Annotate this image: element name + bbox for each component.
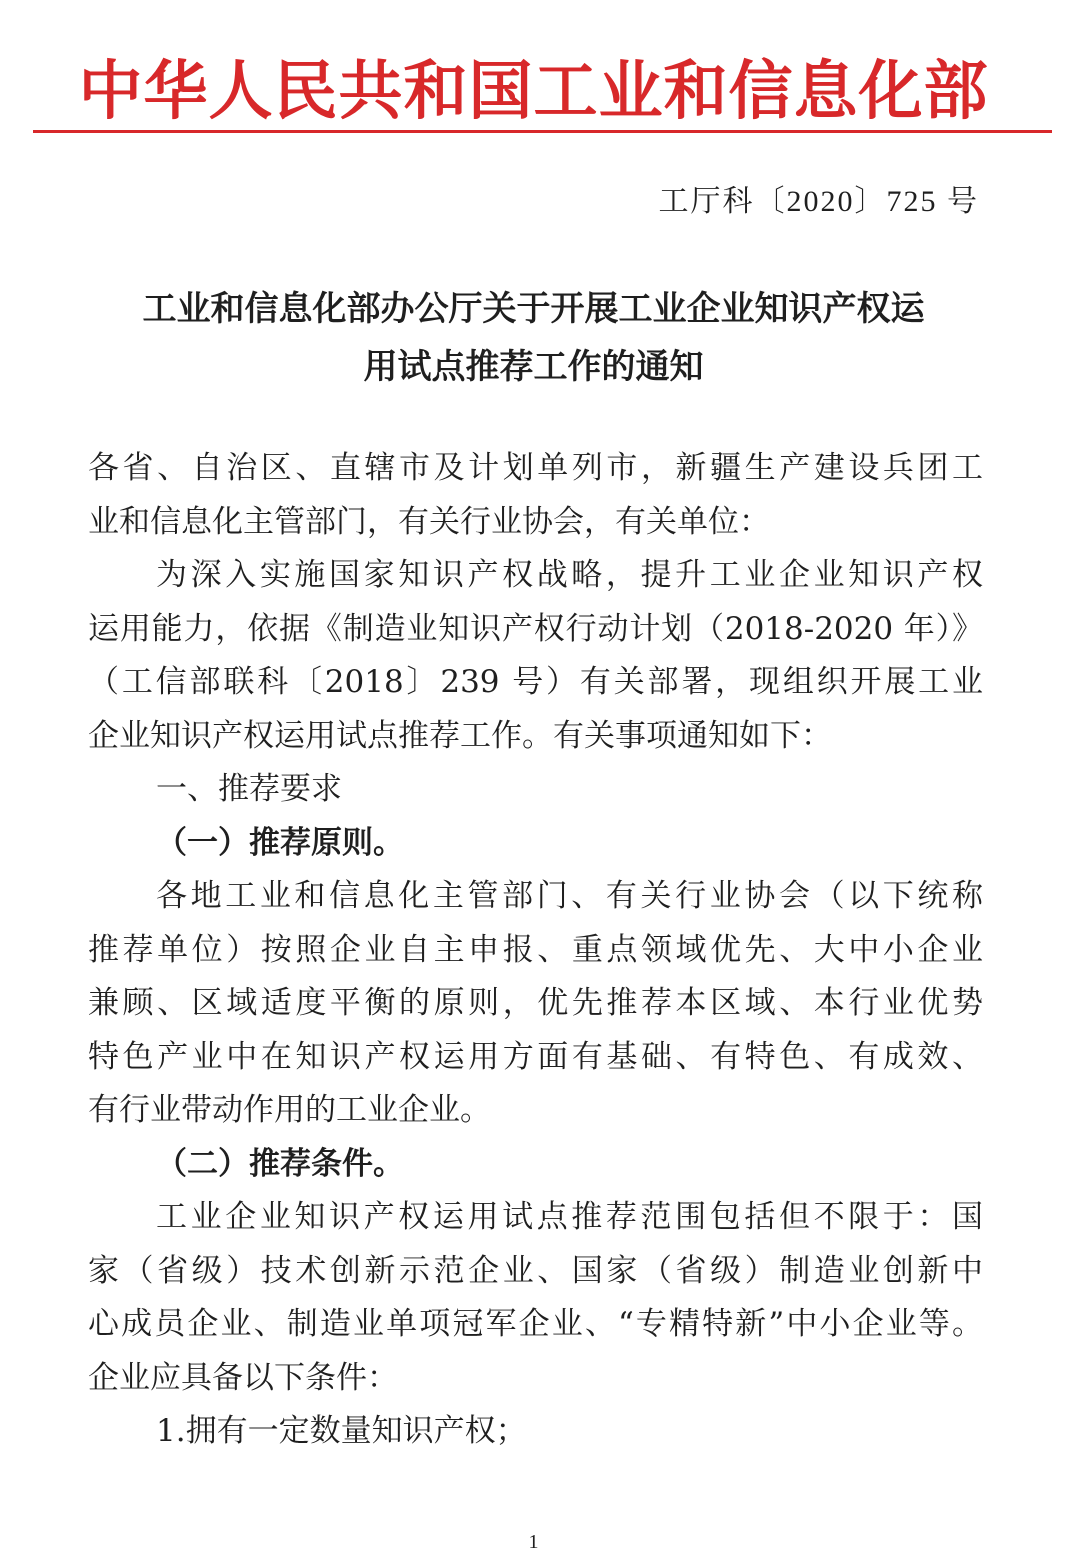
title-line-1: 工业和信息化部办公厅关于开展工业企业知识产权运: [142, 289, 925, 329]
masthead-red-rule: [33, 130, 1052, 133]
intro-line-3: （工信部联科〔2018〕239 号）有关部署，现组织开展工业: [88, 664, 983, 700]
principle-line-5: 有行业带动作用的工业企业。: [88, 1092, 491, 1128]
intro-line-4: 企业知识产权运用试点推荐工作。有关事项通知如下：: [88, 717, 832, 754]
subheading-conditions: （二）推荐条件。: [156, 1145, 404, 1182]
addressee-line-2: 业和信息化主管部门，有关行业协会，有关单位：: [88, 503, 770, 540]
condition-line-3: 心成员企业、制造业单项冠军企业、“专精特新”中小企业等。: [88, 1306, 983, 1342]
masthead-title: 中华人民共和国工业和信息化部: [78, 54, 989, 129]
intro-line-2: 运用能力，依据《制造业知识产权行动计划（2018-2020 年）》: [88, 610, 983, 647]
principle-line-4: 特色产业中在知识产权运用方面有基础、有特色、有成效、: [88, 1038, 983, 1075]
subheading-principles: （一）推荐原则。: [156, 824, 404, 861]
title-line-2: 用试点推荐工作的通知: [363, 347, 704, 387]
document-body: [88, 442, 983, 1459]
principle-line-3: 兼顾、区域适度平衡的原则，优先推荐本区域、本行业优势: [88, 985, 983, 1021]
condition-line-1: 工业企业知识产权运用试点推荐范围包括但不限于：国: [156, 1199, 983, 1235]
addressee-line-1: 各省、自治区、直辖市及计划单列市，新疆生产建设兵团工: [88, 450, 983, 486]
principle-line-2: 推荐单位）按照企业自主申报、重点领域优先、大中小企业: [88, 931, 983, 968]
condition-line-2: 家（省级）技术创新示范企业、国家（省级）制造业创新中: [88, 1252, 983, 1289]
document-number: 工厅科〔2020〕725 号: [658, 185, 979, 218]
intro-line-1: 为深入实施国家知识产权战略，提升工业企业知识产权: [156, 557, 983, 593]
condition-line-4: 企业应具备以下条件：: [88, 1359, 398, 1396]
section-heading-1: 一、推荐要求: [156, 771, 342, 807]
condition-item-1: 1.拥有一定数量知识产权；: [156, 1413, 527, 1449]
page-number: 1: [528, 1531, 539, 1553]
principle-line-1: 各地工业和信息化主管部门、有关行业协会（以下统称: [156, 878, 983, 914]
document-title: [60, 280, 1007, 396]
